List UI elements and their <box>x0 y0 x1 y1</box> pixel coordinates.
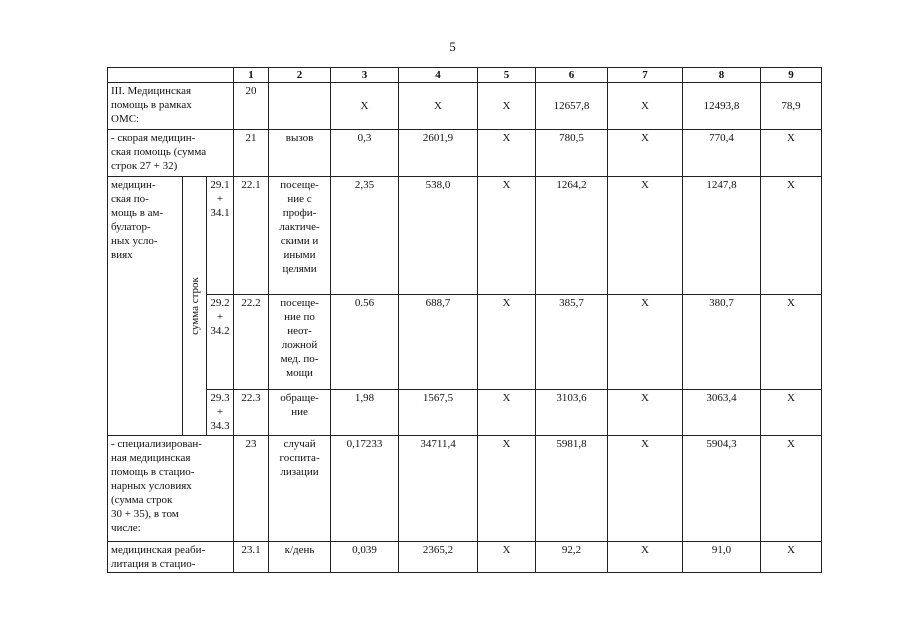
row-ref: 29.3 + 34.3 <box>207 390 234 436</box>
cell: 92,2 <box>536 542 608 573</box>
row-unit: посеще- ние с профи- лактиче- скими и иными целями <box>269 177 331 295</box>
row-number: 22.2 <box>234 295 269 390</box>
row-number: 22.1 <box>234 177 269 295</box>
cell: Х <box>478 130 536 177</box>
cell: 1,98 <box>331 390 399 436</box>
cell: 3103,6 <box>536 390 608 436</box>
row-number: 22.3 <box>234 390 269 436</box>
table-row <box>108 295 822 390</box>
header-cell: 1 <box>234 68 269 83</box>
cell: 5981,8 <box>536 436 608 542</box>
row-unit: к/день <box>269 542 331 573</box>
cell: Х <box>608 295 683 390</box>
cell: Х <box>761 390 822 436</box>
page-number: 5 <box>449 39 456 54</box>
table-row <box>108 83 822 130</box>
cell: Х <box>478 83 536 130</box>
row-number: 23.1 <box>234 542 269 573</box>
header-cell-empty <box>108 68 234 83</box>
row-unit: случай госпита- лизации <box>269 436 331 542</box>
cell: 91,0 <box>683 542 761 573</box>
table-row <box>108 177 822 295</box>
cell: Х <box>608 390 683 436</box>
cell: Х <box>478 436 536 542</box>
cell: Х <box>608 542 683 573</box>
cell: 538,0 <box>399 177 478 295</box>
cell: Х <box>608 130 683 177</box>
cell: 12493,8 <box>683 83 761 130</box>
cell: 385,7 <box>536 295 608 390</box>
cell: 770,4 <box>683 130 761 177</box>
header-cell: 7 <box>608 68 683 83</box>
cell: 1247,8 <box>683 177 761 295</box>
cell: Х <box>608 83 683 130</box>
header-cell: 9 <box>761 68 822 83</box>
row-number: 21 <box>234 130 269 177</box>
cell: Х <box>331 83 399 130</box>
row-label: медицин- ская по- мощь в ам- булатор- ных усло- виях <box>108 177 183 436</box>
row-label: - специализирован- ная медицинская помощь в стацио- нарных условиях (сумма строк 30 + 35), в том числе: <box>108 436 234 542</box>
cell: Х <box>608 177 683 295</box>
cell: 1567,5 <box>399 390 478 436</box>
cell: 380,7 <box>683 295 761 390</box>
cell: 5904,3 <box>683 436 761 542</box>
row-label: III. Медицинская помощь в рамках ОМС: <box>108 83 234 130</box>
cell: Х <box>478 295 536 390</box>
cell: 0.56 <box>331 295 399 390</box>
medical-care-table <box>107 67 822 573</box>
header-cell: 3 <box>331 68 399 83</box>
row-unit: вызов <box>269 130 331 177</box>
cell: Х <box>608 436 683 542</box>
cell: Х <box>761 177 822 295</box>
cell: 688,7 <box>399 295 478 390</box>
header-cell: 5 <box>478 68 536 83</box>
row-unit <box>269 83 331 130</box>
cell: 3063,4 <box>683 390 761 436</box>
cell: Х <box>478 390 536 436</box>
header-cell: 2 <box>269 68 331 83</box>
row-label: - скорая медицин- ская помощь (сумма строк 27 + 32) <box>108 130 234 177</box>
sum-rows-vertical-label <box>183 177 207 436</box>
cell: 2601,9 <box>399 130 478 177</box>
cell: 0,3 <box>331 130 399 177</box>
table-header-row <box>108 68 822 83</box>
cell: 1264,2 <box>536 177 608 295</box>
sum-rows-text: сумма строк <box>188 277 201 335</box>
cell: Х <box>761 542 822 573</box>
table-row <box>108 130 822 177</box>
cell: Х <box>399 83 478 130</box>
row-ref: 29.1 + 34.1 <box>207 177 234 295</box>
row-number: 20 <box>234 83 269 130</box>
cell: Х <box>478 177 536 295</box>
cell: 2,35 <box>331 177 399 295</box>
cell: 78,9 <box>761 83 822 130</box>
cell: Х <box>761 130 822 177</box>
header-cell: 4 <box>399 68 478 83</box>
table-row <box>108 542 822 573</box>
table-row <box>108 436 822 542</box>
cell: 34711,4 <box>399 436 478 542</box>
cell: 0,17233 <box>331 436 399 542</box>
row-number: 23 <box>234 436 269 542</box>
cell: 2365,2 <box>399 542 478 573</box>
cell: Х <box>761 436 822 542</box>
row-unit: посеще- ние по неот- ложной мед. по- мощи <box>269 295 331 390</box>
table-row <box>108 390 822 436</box>
cell: Х <box>478 542 536 573</box>
row-unit: обраще- ние <box>269 390 331 436</box>
cell: 12657,8 <box>536 83 608 130</box>
row-ref: 29.2 + 34.2 <box>207 295 234 390</box>
header-cell: 8 <box>683 68 761 83</box>
row-label: медицинская реаби- литация в стацио- <box>108 542 234 573</box>
cell: 780,5 <box>536 130 608 177</box>
cell: 0,039 <box>331 542 399 573</box>
header-cell: 6 <box>536 68 608 83</box>
cell: Х <box>761 295 822 390</box>
